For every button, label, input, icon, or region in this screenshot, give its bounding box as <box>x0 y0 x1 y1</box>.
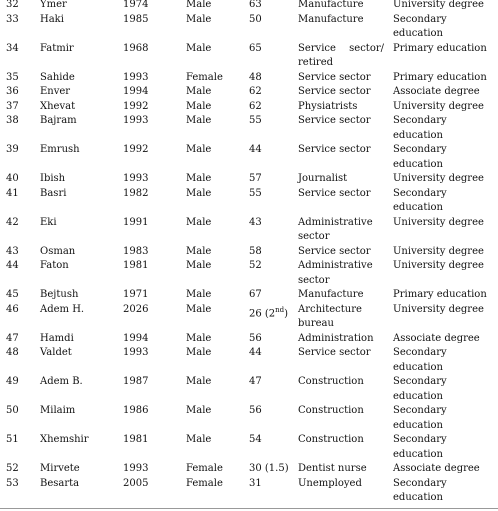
year-value: 1992 <box>123 144 149 155</box>
gender-value: Male <box>186 303 212 315</box>
participant-name: Bajram <box>40 115 77 126</box>
participant-name: Enver <box>40 86 71 97</box>
occupation-value <box>298 216 384 245</box>
education-line: Secondary <box>393 477 447 489</box>
table-row <box>0 187 498 216</box>
education-line: education <box>393 28 443 39</box>
occupation-value <box>298 13 384 28</box>
gender-value: Male <box>186 347 212 358</box>
table-row <box>0 462 498 477</box>
occupation-value <box>298 288 384 303</box>
row-number: 47 <box>6 332 19 344</box>
education-line: Primary education <box>393 289 487 300</box>
table-bottom-rule <box>0 508 498 509</box>
row-number: 40 <box>6 173 19 184</box>
participant-name: Bejtush <box>40 289 79 300</box>
occupation-value <box>298 404 384 419</box>
education-line: University degree <box>393 260 484 271</box>
occupation-value <box>298 85 384 100</box>
participant-name: Basri <box>40 187 67 199</box>
age-value: 50 <box>249 13 262 25</box>
gender-value: Female <box>186 71 223 83</box>
age-value: 48 <box>249 71 262 83</box>
occupation-line: Construction <box>298 405 364 416</box>
table-row <box>0 13 498 42</box>
occupation-value <box>298 245 384 260</box>
occupation-line: Manufacture <box>298 13 364 25</box>
participant-name: Xhevat <box>40 100 76 112</box>
table-row <box>0 332 498 347</box>
table-row <box>0 433 498 462</box>
table-row <box>0 42 498 71</box>
row-number: 32 <box>6 0 19 10</box>
gender-value: Male <box>186 434 212 445</box>
occupation-line: Service sector <box>298 115 371 126</box>
gender-value: Male <box>186 216 212 228</box>
gender-value: Male <box>186 245 212 257</box>
age-value: 56 <box>249 405 262 416</box>
occupation-value <box>298 42 384 71</box>
education-value <box>393 13 496 42</box>
education-value <box>393 85 496 100</box>
age-value: 30 (1.5) <box>249 463 289 474</box>
participant-name: Adem H. <box>40 303 85 315</box>
education-line: University degree <box>393 245 484 257</box>
education-value <box>393 172 496 187</box>
occupation-line: Unemployed <box>298 477 362 489</box>
gender-value: Male <box>186 115 212 126</box>
gender-value: Male <box>186 86 212 97</box>
education-value <box>393 0 496 13</box>
education-value <box>393 42 496 57</box>
row-number: 39 <box>6 144 19 155</box>
age-value: 63 <box>249 0 262 10</box>
table-row <box>0 100 498 115</box>
education-value <box>393 216 496 231</box>
education-value <box>393 477 496 506</box>
year-value: 1993 <box>123 463 149 474</box>
year-value: 1994 <box>123 332 149 344</box>
table-row <box>0 143 498 172</box>
education-line: Secondary <box>393 187 447 199</box>
row-number: 44 <box>6 260 19 271</box>
gender-value: Male <box>186 173 212 184</box>
occupation-line: Service sector <box>298 86 371 97</box>
occupation-line: bureau <box>298 318 334 329</box>
education-line: University degree <box>393 303 484 315</box>
year-value: 1993 <box>123 71 149 83</box>
year-value: 1971 <box>123 289 149 300</box>
year-value: 1981 <box>123 434 149 445</box>
participant-name: Ymer <box>40 0 67 10</box>
occupation-value <box>298 143 384 158</box>
education-value <box>393 375 496 404</box>
occupation-line: Service sector <box>298 245 371 257</box>
occupation-value <box>298 332 384 347</box>
education-line: education <box>393 448 443 460</box>
table-row <box>0 172 498 187</box>
row-number: 51 <box>6 434 19 445</box>
year-value: 1982 <box>123 187 149 199</box>
year-value: 1992 <box>123 100 149 112</box>
education-line: University degree <box>393 100 484 112</box>
occupation-value <box>298 114 384 129</box>
education-value <box>393 332 496 347</box>
education-line: Secondary <box>393 405 447 416</box>
occupation-value <box>298 462 384 477</box>
gender-value: Male <box>186 13 212 25</box>
education-line: education <box>393 202 443 213</box>
occupation-line: Construction <box>298 376 364 387</box>
education-value <box>393 143 496 172</box>
occupation-line: Dentist nurse <box>298 463 367 474</box>
gender-value: Female <box>186 477 223 489</box>
participant-name: Milaim <box>40 405 76 416</box>
participant-name: Eki <box>40 216 57 228</box>
row-number: 42 <box>6 216 19 228</box>
row-number: 34 <box>6 42 19 54</box>
education-line: education <box>393 158 443 170</box>
age-value: 62 <box>249 86 262 97</box>
education-line: Secondary <box>393 347 447 358</box>
occupation-line: sector <box>298 231 330 242</box>
age-value: 52 <box>249 260 262 271</box>
table-row <box>0 114 498 143</box>
table-row <box>0 259 498 288</box>
year-value: 1993 <box>123 173 149 184</box>
occupation-value <box>298 172 384 187</box>
gender-value: Male <box>186 100 212 112</box>
year-value: 2005 <box>123 477 149 489</box>
row-number: 36 <box>6 86 19 97</box>
education-value <box>393 288 496 303</box>
occupation-value <box>298 71 384 86</box>
row-number: 37 <box>6 100 19 112</box>
occupation-line: Administrative <box>298 260 373 271</box>
education-line: Secondary <box>393 13 447 25</box>
participant-name: Hamdi <box>40 332 74 344</box>
row-number: 43 <box>6 245 19 257</box>
education-line: Secondary <box>393 376 447 387</box>
row-number: 48 <box>6 347 19 358</box>
year-value: 1993 <box>123 347 149 358</box>
occupation-line: Service sector <box>298 71 371 83</box>
row-number: 50 <box>6 405 19 416</box>
participant-name: Emrush <box>40 144 80 155</box>
education-value <box>393 71 496 86</box>
education-line: Secondary <box>393 115 447 126</box>
education-value <box>393 114 496 143</box>
occupation-value <box>298 303 384 332</box>
occupation-line: Architecture <box>298 303 362 315</box>
table-row <box>0 477 498 506</box>
education-line: education <box>393 361 443 373</box>
age-value: 56 <box>249 332 262 344</box>
occupation-line: Journalist <box>298 173 348 184</box>
occupation-line: retired <box>298 57 334 68</box>
year-value: 1968 <box>123 42 149 54</box>
age-value: 57 <box>249 173 262 184</box>
year-value: 1994 <box>123 86 149 97</box>
gender-value: Male <box>186 42 212 54</box>
row-number: 33 <box>6 13 19 25</box>
table-row <box>0 375 498 404</box>
age-value: 43 <box>249 216 262 228</box>
gender-value: Male <box>186 144 212 155</box>
year-value: 1991 <box>123 216 149 228</box>
education-value <box>393 245 496 260</box>
occupation-line: Manufacture <box>298 0 364 10</box>
education-line: education <box>393 419 443 431</box>
participant-name: Faton <box>40 260 69 271</box>
occupation-line: sector <box>298 274 330 286</box>
participant-name: Xhemshir <box>40 434 89 445</box>
occupation-line: Construction <box>298 434 364 445</box>
occupation-line: Physiatrists <box>298 100 358 112</box>
occupation-value <box>298 100 384 115</box>
year-value: 1983 <box>123 245 149 257</box>
education-value <box>393 346 496 375</box>
age-value: 44 <box>249 347 262 358</box>
row-number: 35 <box>6 71 19 83</box>
occupation-value <box>298 433 384 448</box>
occupation-line: Service sector <box>298 144 371 155</box>
gender-value: Male <box>186 0 212 10</box>
table-row <box>0 0 498 13</box>
age-value: 55 <box>249 115 262 126</box>
education-line: education <box>393 492 443 503</box>
row-number: 41 <box>6 187 19 199</box>
year-value: 1993 <box>123 115 149 126</box>
participant-name: Sahide <box>40 71 75 83</box>
education-line: Primary education <box>393 71 487 83</box>
age-value: 44 <box>249 144 262 155</box>
occupation-line: Service sector/ <box>298 42 384 54</box>
education-line: education <box>393 390 443 402</box>
occupation-line: Administration <box>298 332 374 344</box>
participant-name: Adem B. <box>40 376 83 387</box>
education-line: Primary education <box>393 42 487 54</box>
year-value: 2026 <box>123 303 149 315</box>
education-line: education <box>393 129 443 141</box>
education-line: Associate degree <box>393 86 480 97</box>
row-number: 38 <box>6 115 19 126</box>
table-row <box>0 216 498 245</box>
gender-value: Male <box>186 405 212 416</box>
education-value <box>393 187 496 216</box>
education-value <box>393 259 496 274</box>
occupation-value <box>298 0 384 13</box>
participant-name: Haki <box>40 13 64 25</box>
gender-value: Male <box>186 332 212 344</box>
participant-name: Fatmir <box>40 42 74 54</box>
age-value: 54 <box>249 434 262 445</box>
age-value: 26 (2nd) <box>249 305 289 319</box>
education-line: Secondary <box>393 144 447 155</box>
gender-value: Male <box>186 187 212 199</box>
occupation-value <box>298 259 384 288</box>
occupation-line: Manufacture <box>298 289 364 300</box>
table-row <box>0 245 498 260</box>
education-line: Secondary <box>393 434 447 445</box>
occupation-value <box>298 375 384 390</box>
row-number: 46 <box>6 303 19 315</box>
occupation-line: Administrative <box>298 216 373 228</box>
education-value <box>393 433 496 462</box>
gender-value: Male <box>186 376 212 387</box>
table-row <box>0 85 498 100</box>
table-row <box>0 71 498 86</box>
age-value: 58 <box>249 245 262 257</box>
table-row <box>0 288 498 303</box>
year-value: 1987 <box>123 376 149 387</box>
education-line: University degree <box>393 0 484 10</box>
occupation-line: Service sector <box>298 187 371 199</box>
row-number: 45 <box>6 289 19 300</box>
table-row <box>0 404 498 433</box>
row-number: 52 <box>6 463 19 474</box>
education-value <box>393 462 496 477</box>
participant-name: Besarta <box>40 477 80 489</box>
age-value: 62 <box>249 100 262 112</box>
year-value: 1986 <box>123 405 149 416</box>
occupation-value <box>298 477 384 492</box>
education-line: Associate degree <box>393 332 480 344</box>
age-value: 31 <box>249 477 262 489</box>
occupation-value <box>298 187 384 202</box>
gender-value: Male <box>186 289 212 300</box>
year-value: 1974 <box>123 0 149 10</box>
occupation-line: Service sector <box>298 347 371 358</box>
education-line: Associate degree <box>393 463 480 474</box>
education-value <box>393 303 496 318</box>
participant-name: Mirvete <box>40 463 80 474</box>
occupation-value <box>298 346 384 361</box>
row-number: 49 <box>6 376 19 387</box>
participant-name: Osman <box>40 245 76 257</box>
age-value: 47 <box>249 376 262 387</box>
age-value: 65 <box>249 42 262 54</box>
participant-name: Valdet <box>40 347 72 358</box>
year-value: 1981 <box>123 260 149 271</box>
table-row <box>0 303 498 332</box>
age-value: 67 <box>249 289 262 300</box>
year-value: 1985 <box>123 13 149 25</box>
education-value <box>393 100 496 115</box>
education-line: University degree <box>393 173 484 184</box>
gender-value: Female <box>186 463 223 474</box>
gender-value: Male <box>186 260 212 271</box>
education-value <box>393 404 496 433</box>
row-number: 53 <box>6 477 19 489</box>
age-value: 55 <box>249 187 262 199</box>
participant-name: Ibish <box>40 173 66 184</box>
education-line: University degree <box>393 216 484 228</box>
table-row <box>0 346 498 375</box>
